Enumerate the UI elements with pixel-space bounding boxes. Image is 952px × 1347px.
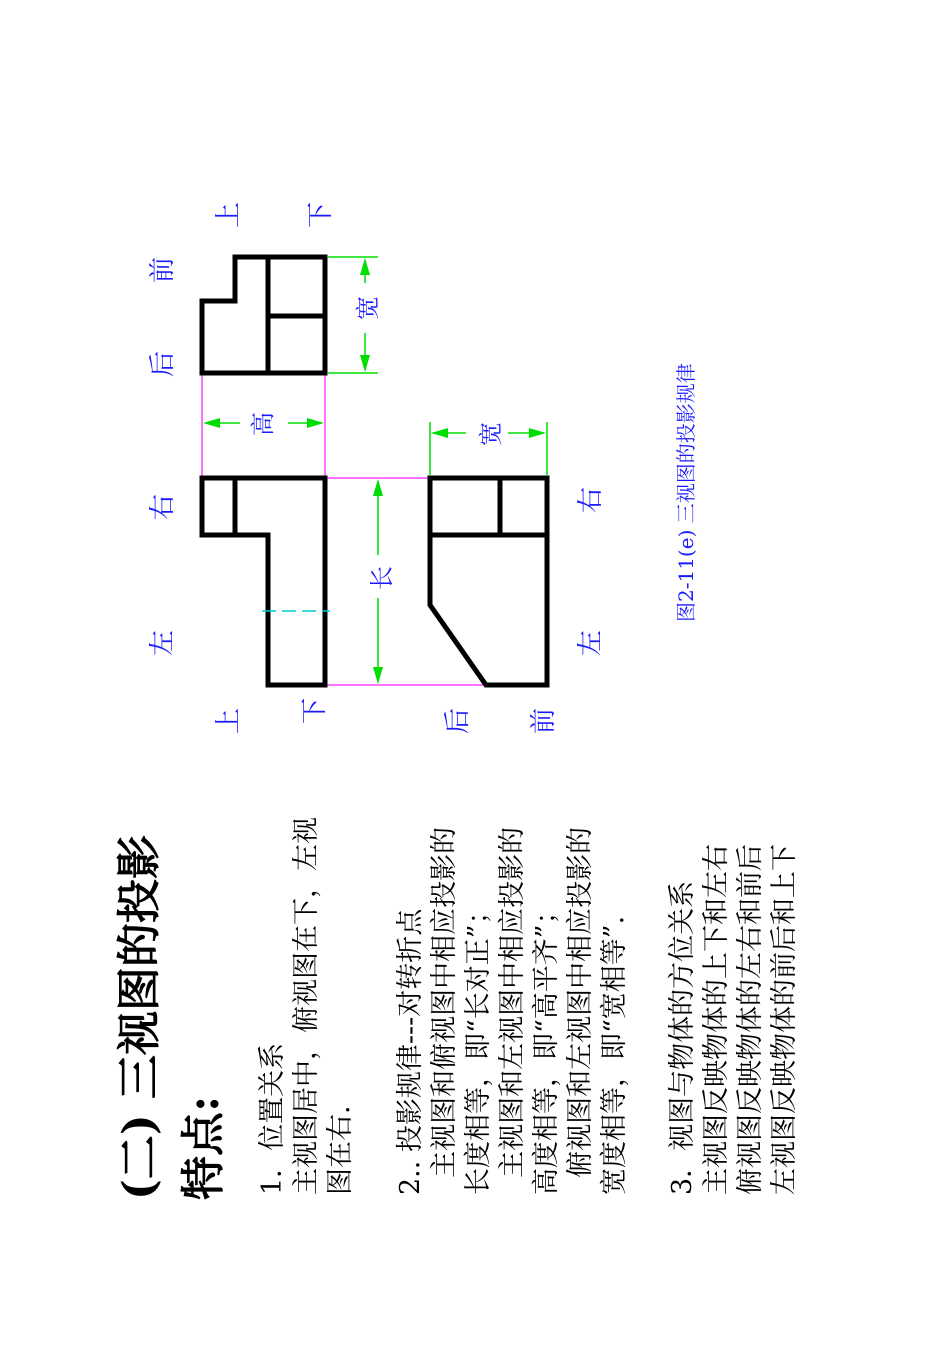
- label-front-top: 前: [148, 256, 178, 283]
- section1-line-2: 图在右.: [325, 1105, 356, 1195]
- section2-line-6: 宽度相等，即“宽相等”.: [599, 915, 630, 1195]
- view-upper: [202, 257, 325, 373]
- label-back-top: 后: [148, 350, 178, 377]
- title-line-1: (二) 三视图的投影: [114, 835, 165, 1200]
- section2-line-4: 高度相等，即“高平齐”；: [531, 897, 562, 1195]
- section-position: [256, 817, 358, 1195]
- title-line-2: 特点:: [178, 1095, 229, 1200]
- projection-lines: [202, 373, 486, 685]
- section-orientation: [666, 844, 802, 1195]
- view-main: [202, 478, 325, 685]
- label-up-top: 上: [214, 201, 244, 228]
- section1-heading: 1．位置关系: [257, 1042, 288, 1195]
- section3-line-1: 主视图反映物体的上下和左右: [701, 844, 732, 1195]
- page-title: [108, 835, 236, 1200]
- section3-heading: 3．视图与物体的方位关系: [667, 880, 698, 1195]
- dim-width-mid-label: 宽: [477, 422, 505, 446]
- dimension-lines: [203, 257, 547, 684]
- section2-line-2: 长度相等，即“长对正”；: [463, 897, 494, 1195]
- section3-line-2: 俯视图反映物体的左右和前后: [735, 844, 766, 1195]
- dim-height-label: 高: [249, 412, 277, 436]
- dim-length-label: 长: [368, 566, 396, 590]
- label-right-bottom: 右: [576, 486, 606, 513]
- label-up-bottom: 上: [214, 707, 244, 734]
- section1-line-1: 主视图居中，俯视图在下，左视: [291, 817, 322, 1195]
- label-down-top: 下: [306, 201, 336, 228]
- label-down-bottom: 下: [300, 697, 330, 724]
- section2-heading: 2.. 投影规律---对转折点: [395, 908, 426, 1195]
- section2-line-3: 主视图和左视图中相应投影的: [497, 826, 528, 1195]
- label-right-top: 右: [148, 493, 178, 520]
- label-front-bottom: 前: [529, 707, 559, 734]
- view-lower: [430, 478, 547, 685]
- label-left-bottom: 左: [576, 629, 606, 656]
- section3-line-3: 左视图反映物体的前后和上下: [769, 844, 800, 1195]
- label-left-top: 左: [148, 629, 178, 656]
- figure-caption: 图2-11(e) 三视图的投影规律: [674, 363, 698, 622]
- label-back-bottom: 后: [443, 707, 473, 734]
- section-projection-rules: [394, 827, 632, 1195]
- section2-line-1: 主视图和俯视图中相应投影的: [429, 826, 460, 1195]
- section2-line-5: 俯视图和左视图中相应投影的: [565, 826, 596, 1195]
- dim-width-top-label: 宽: [354, 296, 382, 320]
